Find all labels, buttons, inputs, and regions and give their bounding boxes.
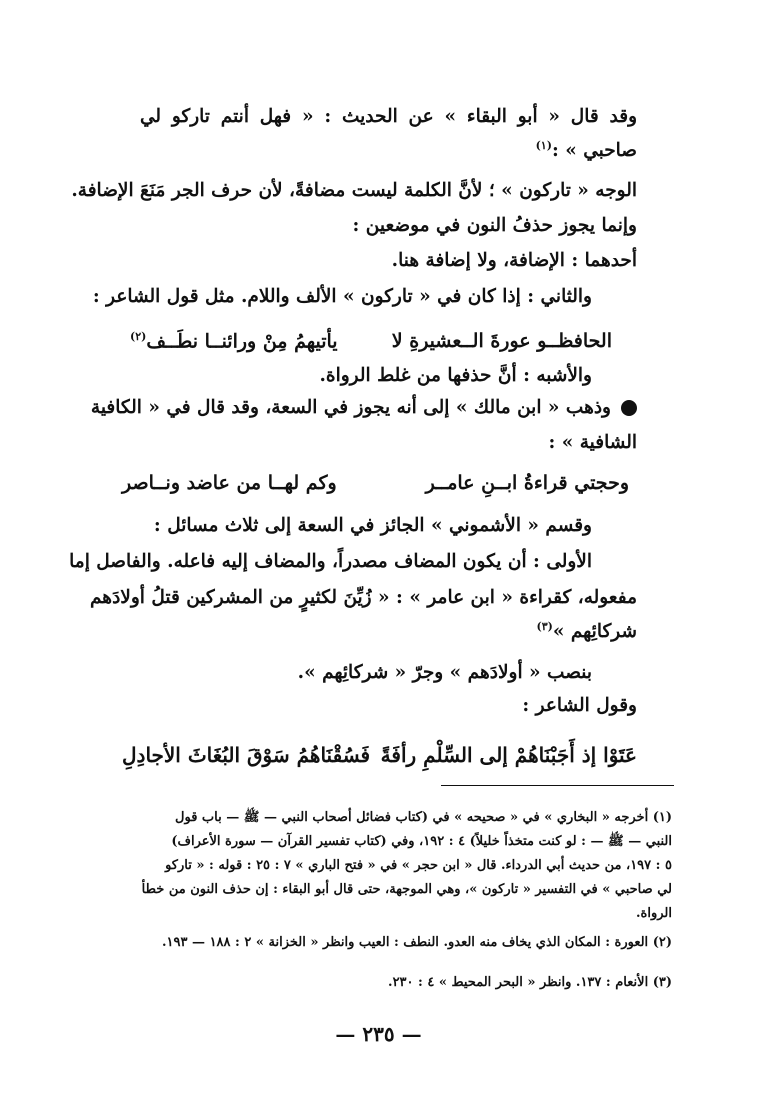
text-line: وقسم « الأشموني » الجائز في السعة إلى ثلاث مسائل :	[153, 515, 592, 536]
verse-second-hemistich: يأتيهمُ مِنْ ورائنــا نطَــف$^{(٢)}$	[130, 330, 338, 353]
verse-first-hemistich: الحافظــو عورةَ الــعشيرةِ لا	[391, 330, 612, 352]
text-line: الشافية » :	[548, 432, 637, 453]
text-line: وإنما يجوز حذفُ النون في موضعين :	[352, 215, 637, 236]
footnote: ٥ : ١٩٧، من حديث أبي الدرداء. قال « ابن حجر » في « فتح الباري » ٧ : ٢٥ : قوله : « تاركو	[165, 858, 672, 873]
footnote: (٣) الأنعام : ١٣٧. وانظر « البحر المحيط » ٤ : ٢٣٠.	[388, 975, 672, 990]
footnote: لي صاحبي » في التفسير « تاركون »، وهي الموجهة، حتى قال أبو البقاء : إن حذف النون من خطأ	[141, 882, 672, 897]
verse-first-hemistich: عَتَوْا إذ أَجَبْنَاهُمْ إلى السِّلْمِ رأفَةً	[380, 743, 637, 767]
verse-first-hemistich: وحجتي قراءةُ ابــنِ عامــر	[425, 472, 629, 494]
text-line: الوجه « تاركون » ؛ لأنَّ الكلمة ليست مضافةً، لأن حرف الجر مَنَعَ الإضافة.	[71, 180, 637, 201]
footnote: (٢) العورة : المكان الذي يخاف منه العدو. النطف : العيب وانظر « الخزانة » ٢ : ١٨٨ — ١٩٣.	[162, 935, 672, 950]
verse-second-hemistich: فَسُقْنَاهُمُ سَوْقَ البُغَاثَ الأجادِلِ	[122, 743, 371, 767]
text-line: بنصب « أولادَهم » وجرّ « شركائِهم ».	[297, 662, 592, 683]
footnote: الرواة.	[636, 906, 672, 921]
text-line: وذهب « ابن مالك » إلى أنه يجوز في السعة، وقد قال في « الكافية	[91, 397, 637, 419]
text-line: والثاني : إذا كان في « تاركون » الألف واللام. مثل قول الشاعر :	[92, 286, 592, 307]
text-line: مفعوله، كقراءة « ابن عامر » : « زُيِّنَ لكثيرٍ من المشركين قتلُ أولادَهم	[90, 587, 637, 608]
page-number: — ٢٣٥ —	[335, 1022, 422, 1046]
text-line: شركائِهم »$^{(٣)}$	[536, 620, 637, 643]
footnote-separator	[441, 785, 674, 786]
text-line: وقد قال « أبو البقاء » عن الحديث : « فهل أنتم تاركو لي	[140, 106, 637, 127]
bullet-dot	[621, 400, 637, 416]
text-line: صاحبي » :$^{(١)}$	[535, 139, 637, 162]
verse-second-hemistich: وكم لهــا من عاضد ونــاصر	[122, 472, 337, 494]
text-line: أحدهما : الإضافة، ولا إضافة هنا.	[391, 250, 637, 271]
text-line: وقول الشاعر :	[522, 695, 637, 716]
text-line: والأشبه : أنَّ حذفها من غلط الرواة.	[319, 365, 592, 386]
footnote-ref: (٣)	[536, 620, 553, 633]
text-line: الأولى : أن يكون المضاف مصدراً، والمضاف إليه فاعله. والفاصل إما	[69, 551, 592, 572]
footnote: (١) أخرجه « البخاري » في « صحيحه » في (كتاب فضائل أصحاب النبي — ﷺ — باب قول	[175, 810, 672, 825]
footnote-ref: (١)	[535, 139, 552, 152]
footnote: النبي — ﷺ — : لو كنت متخذاً خليلاً) ٤ : ١٩٢، وفي (كتاب تفسير القرآن — سورة الأعراف)	[171, 834, 672, 849]
footnote-ref: (٢)	[130, 330, 147, 343]
